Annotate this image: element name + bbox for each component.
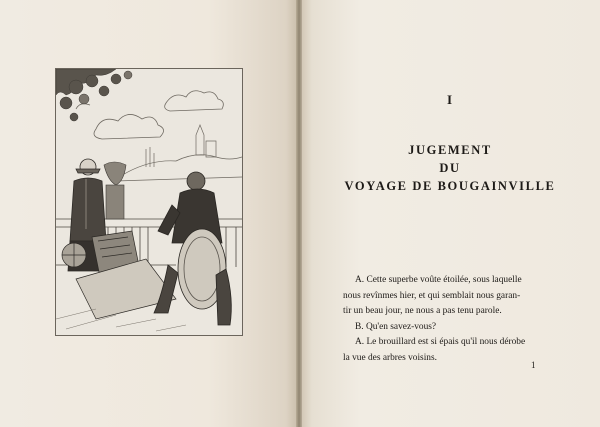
text-line: B. Qu'en savez-vous? — [355, 321, 437, 332]
engraving-illustration — [55, 68, 243, 336]
text-line: nous revînmes hier, et qui semblait nous garan- — [343, 290, 521, 301]
body-text — [343, 273, 543, 366]
text-line: tir un beau jour, ne nous a pas tenu parole. — [343, 306, 502, 316]
left-page — [0, 0, 298, 427]
title-line-1: JUGEMENT — [408, 143, 492, 157]
text-line: A. Le brouillard est si épais qu'il nous dérobe — [355, 337, 526, 347]
gutter — [296, 0, 302, 427]
chapter-number: I — [446, 92, 454, 107]
title-line-3: VOYAGE DE BOUGAINVILLE — [344, 179, 556, 193]
text-line: A. Cette superbe voûte étoilée, sous laquelle — [355, 275, 522, 285]
title-line-2: DU — [439, 161, 461, 175]
page-number: 1 — [531, 360, 536, 370]
engraving-icon — [56, 69, 242, 335]
chapter-title — [300, 141, 600, 195]
text-line: la vue des arbres voisins. — [343, 352, 437, 363]
